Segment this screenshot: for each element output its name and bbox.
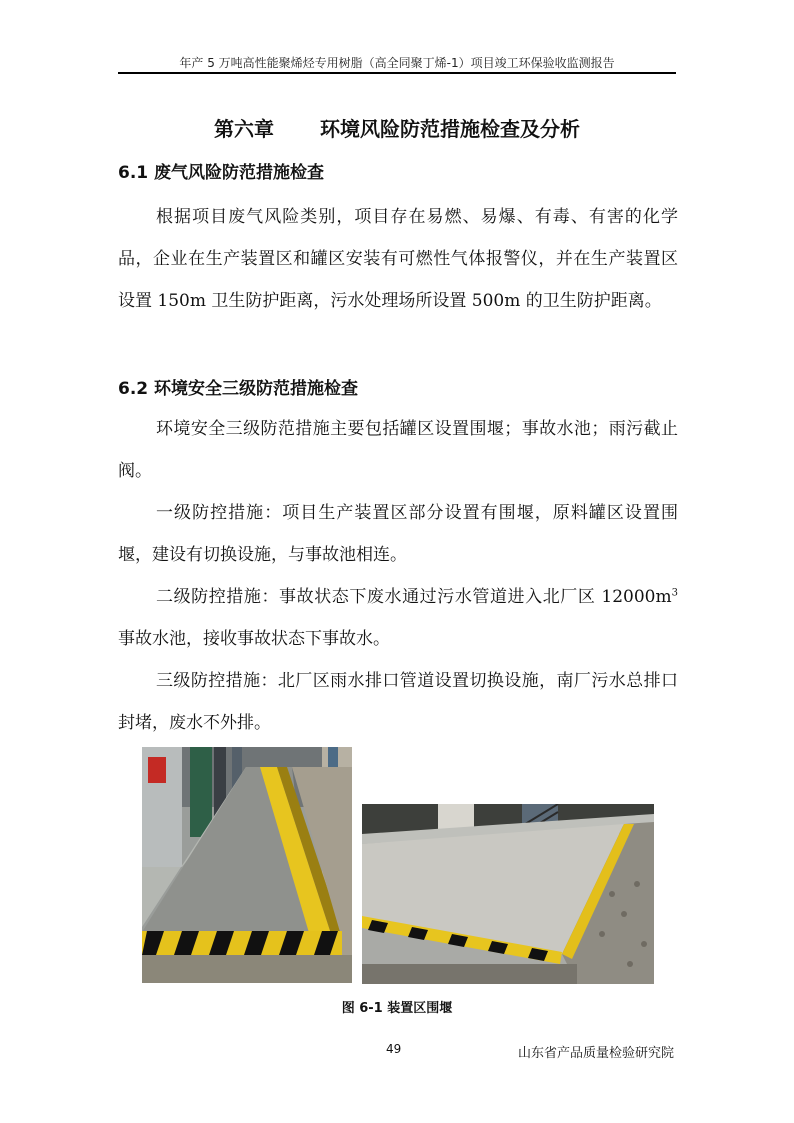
chapter-number: 第六章 [214, 117, 274, 141]
section-heading-6-1: 6.1 废气风险防范措施检查 [118, 163, 325, 183]
paragraph-three-level-intro: 环境安全三级防范措施主要包括罐区设置围堰；事故水池；雨污截止阀。 [118, 419, 678, 481]
running-header: 年产 5 万吨高性能聚烯烃专用树脂（高全同聚丁烯-1）项目竣工环保验收监测报告 [179, 56, 615, 70]
photo-equipment-bund [362, 804, 654, 984]
header-rule [118, 72, 676, 74]
chapter-name: 环境风险防范措施检查及分析 [320, 117, 580, 141]
institute-name: 山东省产品质量检验研究院 [517, 1046, 674, 1061]
figure-caption: 图 6-1 装置区围堰 [341, 1001, 453, 1016]
paragraph-waste-gas: 根据项目废气风险类别，项目存在易燃、易爆、有毒、有害的化学品，企业在生产装置区和罐区安装有可燃性气体报警仪，并在生产装置区设置 150m 卫生防护距离，污水处理场所设置 500m 的卫生防护距离。 [118, 207, 678, 311]
paragraph-level-3: 三级防控措施：北厂区雨水排口管道设置切换设施，南厂污水总排口封堵，废水不外排。 [118, 671, 678, 733]
level-2-text: 二级防控措施：事故状态下废水通过污水管道进入北厂区 12000m [156, 587, 672, 607]
section-heading-6-2: 6.2 环境安全三级防范措施检查 [118, 379, 359, 399]
superscript: 3 [671, 587, 678, 599]
paragraph-level-1: 一级防控措施：项目生产装置区部分设置有围堰，原料罐区设置围堰，建设有切换设施，与事故池相连。 [118, 503, 678, 565]
page-number: 49 [386, 1042, 402, 1056]
photo-walkway-bund [142, 747, 352, 983]
level-2-text-end: 事故水池，接收事故状态下事故水。 [118, 629, 390, 649]
paragraph-level-2 [118, 576, 678, 660]
chapter-title [118, 113, 676, 142]
